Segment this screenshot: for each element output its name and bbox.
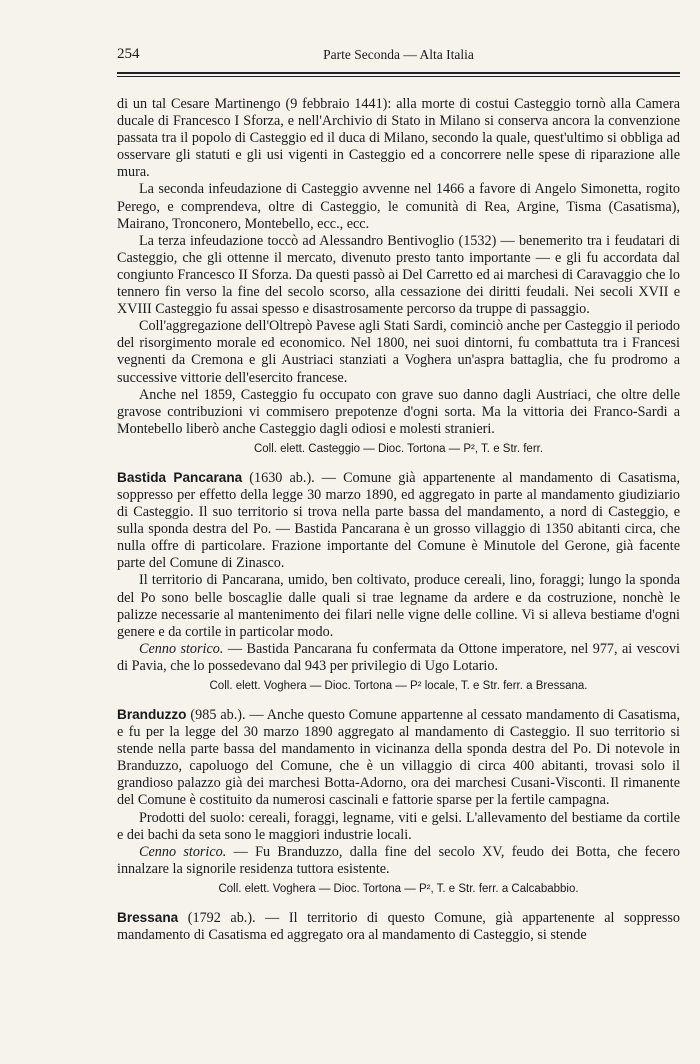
entry-branduzzo: [117, 706, 680, 810]
paragraph: La terza infeudazione toccò ad Alessandro Bentivoglio (1532) — benemerito tra i feudatari di Casteggio, che gli ottenne il mercato, divenuto presto tanto importante — e gli fu accordata dal congiunto Francesco II Sforza. Da questi passò ai Del Carretto ed ai marchesi di Caravaggio che lo tennero fin verso la fine del secolo scorso, alla cessazione dei diritti feudali. Nei secoli XVII e XVIII Casteggio fu assai spesso e disastrosamente percorso da truppe di passaggio.: [117, 232, 680, 318]
entry-text: (1792 ab.). — Il territorio di questo Comune, già appartenente al soppresso mandamento di Casatisma ed aggregato ora al mandamento di Casteggio, si stende: [117, 909, 680, 944]
page-body: [117, 96, 680, 944]
page-number: 254: [117, 46, 140, 62]
paragraph: Il territorio di Pancarana, umido, ben coltivato, produce cereali, lino, foraggi; lungo la sponda del Po sono belle boscaglie dalle quali si trae legname da ardere e da costruzione, nonchè le palizze necessarie al mantenimento dei filari nelle vigne delle colline. Vi si alleva bestiame d'ogni genere e da cortile in particolar modo.: [117, 572, 680, 640]
paragraph: Coll'aggregazione dell'Oltrepò Pavese agli Stati Sardi, cominciò anche per Casteggio il periodo del risorgimento morale ed economico. Nel 1800, nei suoi dintorni, fu combattuta tra i Francesi vegnenti da Cremona e gli Austriaci stanziati a Voghera un'aspra battaglia, che fu prodromo a successive vittorie dell'esercito francese.: [117, 318, 680, 386]
entry-heading: Branduzzo: [117, 707, 187, 722]
header-rule-thin: [117, 76, 680, 77]
paragraph: [117, 641, 680, 675]
paragraph: [117, 844, 680, 878]
electoral-note: Coll. elett. Voghera — Dioc. Tortona — P², T. e Str. ferr. a Calcababbio.: [218, 882, 579, 895]
paragraph: La seconda infeudazione di Casteggio avvenne nel 1466 a favore di Angelo Simonetta, rogito Perego, e comprendeva, oltre di Casteggio, le comunità di Rea, Argine, Tisma (Casatisma), Mairano, Tronconero, Montebello, ecc., ecc.: [117, 181, 680, 232]
running-header: [117, 46, 680, 68]
header-rule-thick: [117, 72, 680, 74]
electoral-note: Coll. elett. Casteggio — Dioc. Tortona — P², T. e Str. ferr.: [253, 442, 544, 455]
running-title: Parte Seconda — Alta Italia: [323, 47, 474, 62]
entry-bastida: [117, 469, 680, 573]
paragraph: Anche nel 1859, Casteggio fu occupato con grave suo danno dagli Austriaci, che oltre delle gravose contribuzioni vi commisero prepotenze d'ogni sorta. Ma la vittoria dei Franco-Sardi a Montebello liberò anche Casteggio dagli odiosi e molesti stranieri.: [117, 386, 680, 437]
paragraph: Prodotti del suolo: cereali, foraggi, legname, viti e gelsi. L'allevamento del bestiame da cortile e dei bachi da seta sono le maggiori industrie locali.: [117, 809, 680, 843]
entry-heading: Bressana: [117, 909, 179, 925]
electoral-note: Coll. elett. Voghera — Dioc. Tortona — P² locale, T. e Str. ferr. a Bressana.: [209, 680, 588, 692]
paragraph: di un tal Cesare Martinengo (9 febbraio 1441): alla morte di costui Casteggio tornò alla Camera ducale di Francesco I Sforza, e nell'Archivio di Stato in Milano si conserva ancora la convenzione passata tra il popolo di Casteggio ed il duca di Milano, secondo la quale, quest'ultimo si obbliga ad osservare gli statuti e gli usi vigenti in Casteggio ed a concorrere nelle spese di riparazione alle mura.: [117, 96, 680, 181]
entry-bressana: [117, 909, 680, 944]
cenno-storico-label: Cenno storico.: [139, 640, 224, 657]
paragraph-text: — Fu Branduzzo, dalla fine del secolo XV, feudo dei Botta, che fecero innalzare la signorile residenza tuttora esistente.: [117, 843, 680, 877]
entry-text: (985 ab.). — Anche questo Comune appartenne al cessato mandamento di Casatisma, e fu per la legge del 30 marzo 1890 aggregato al mandamento di Casteggio. Il suo territorio si stende nella parte bassa del mandamento in vicinanza della sponda destra del Po. Di notevole in Branduzzo, capoluogo del Comune, che è un villaggio di circa 400 abitanti, trovasi solo il grandioso palazzo già dei marchesi Botta-Adorno, ora dei marchesi Cusani-Visconti. Il rimanente del Comune è costituito da numerosi cascinali e fattorie sparse per la fertile campagna.: [117, 707, 680, 809]
entry-text: (1630 ab.). — Comune già appartenente al mandamento di Casatisma, soppresso per effetto della legge 30 marzo 1890, ed aggregato in parte al mandamento giudiziario di Casteggio. Il suo territorio si trova nella parte bassa del mandamento, a nord di Casteggio, e sulla sponda destra del Po. — Bastida Pancarana è un grosso villaggio di 1350 abitanti circa, che nulla offre di particolare. Frazione importante del Comune è Minutole del Gerone, già facente parte del Comune di Zinasco.: [117, 469, 680, 572]
cenno-storico-label: Cenno storico.: [139, 843, 227, 860]
paragraph-text: — Bastida Pancarana fu confermata da Ottone imperatore, nel 977, ai vescovi di Pavia, che lo possedevano dal 943 per privilegio di Ugo Lotario.: [117, 640, 681, 674]
entry-heading: Bastida Pancarana: [117, 469, 243, 485]
